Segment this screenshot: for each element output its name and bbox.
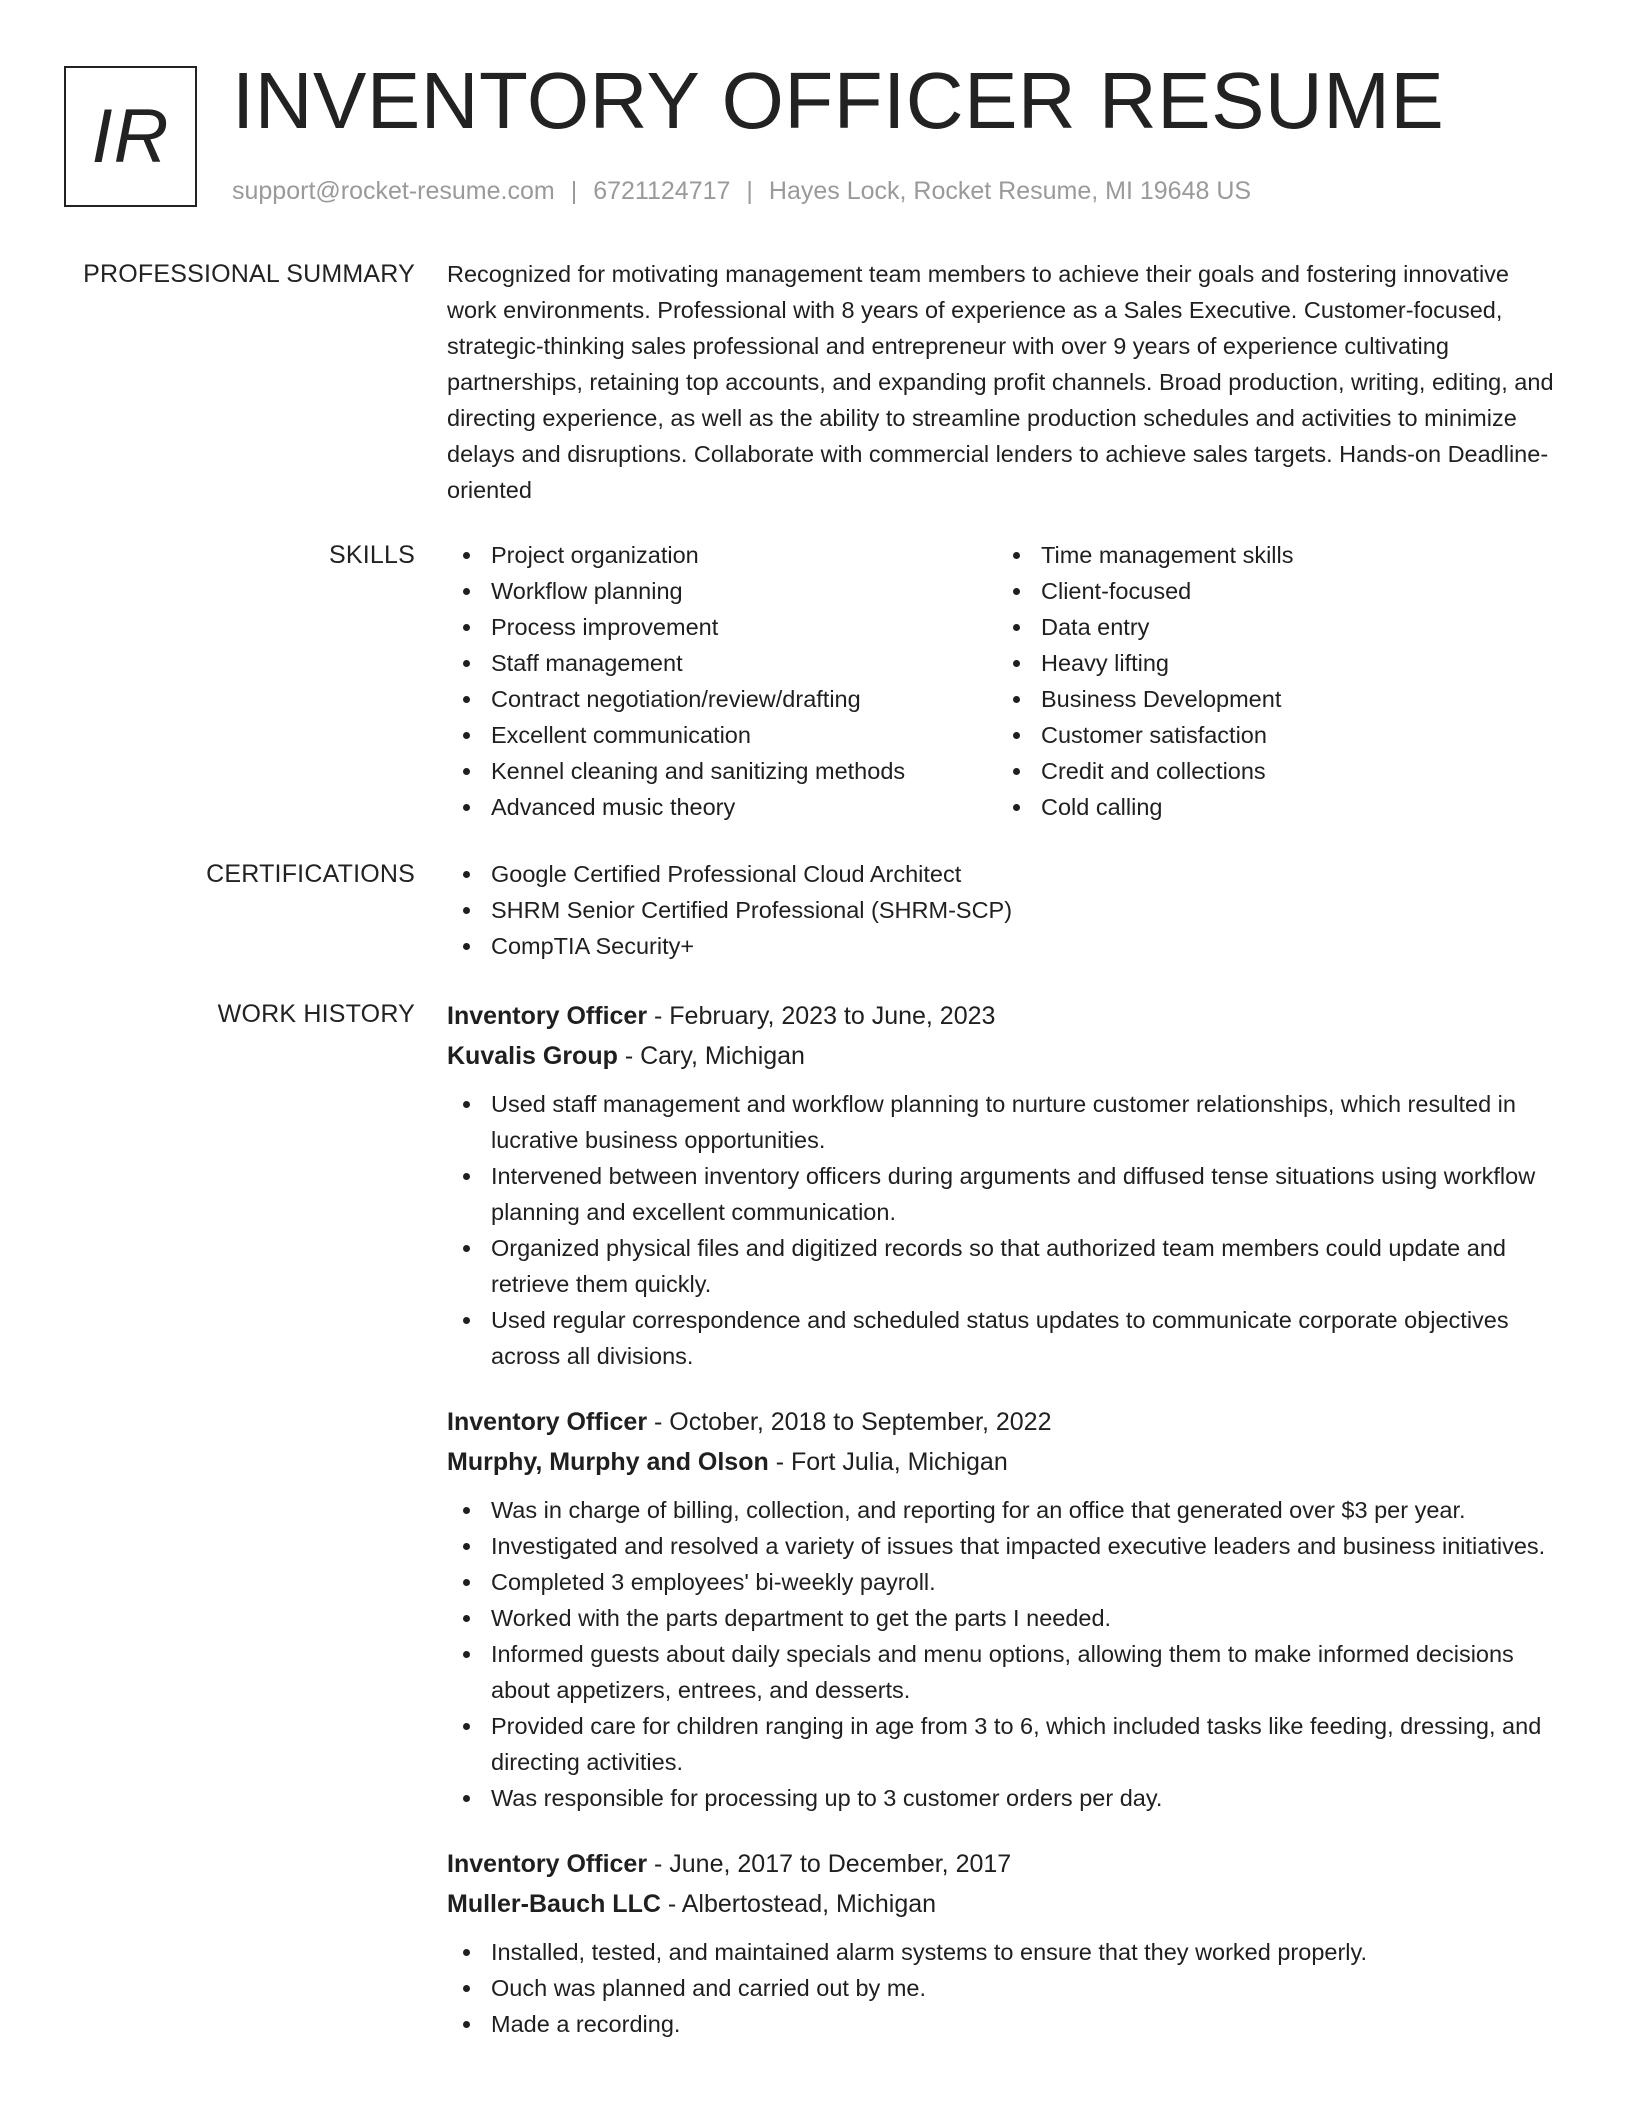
- skill-item: Staff management: [447, 645, 997, 681]
- skill-item: Cold calling: [997, 789, 1547, 825]
- monogram-logo: IR: [64, 66, 197, 207]
- job-entry: [447, 996, 1562, 1374]
- skill-item: Heavy lifting: [997, 645, 1547, 681]
- job-title-line: [447, 1844, 1562, 1884]
- skill-item: Workflow planning: [447, 573, 997, 609]
- contact-line: [232, 174, 1251, 208]
- job-company: Murphy, Murphy and Olson: [447, 1448, 769, 1476]
- skill-item: Customer satisfaction: [997, 717, 1547, 753]
- job-location: - Albertostead, Michigan: [660, 1890, 937, 1918]
- skill-item: Kennel cleaning and sanitizing methods: [447, 753, 997, 789]
- contact-email: support@rocket-resume.com: [232, 177, 555, 205]
- job-entry: [447, 1402, 1562, 1816]
- skill-item: Credit and collections: [997, 753, 1547, 789]
- certification-item: CompTIA Security+: [447, 928, 1562, 964]
- skill-item: Business Development: [997, 681, 1547, 717]
- skill-item: Time management skills: [997, 537, 1547, 573]
- job-bullet: Used regular correspondence and scheduled status updates to communicate corporate objectives across all divisions.: [447, 1302, 1562, 1374]
- job-bullet: Installed, tested, and maintained alarm systems to ensure that they worked properly.: [447, 1934, 1562, 1970]
- job-title: Inventory Officer: [447, 1850, 648, 1878]
- job-bullet: Intervened between inventory officers during arguments and diffused tense situations using workflow planning and excellent communication.: [447, 1158, 1562, 1230]
- work-history-body: [447, 996, 1562, 2042]
- job-company: Kuvalis Group: [447, 1042, 618, 1070]
- job-company-line: [447, 1884, 1562, 1924]
- job-location: - Fort Julia, Michigan: [768, 1448, 1008, 1476]
- skills-list-left: [447, 537, 997, 825]
- skill-item: Advanced music theory: [447, 789, 997, 825]
- job-bullet: Ouch was planned and carried out by me.: [447, 1970, 1562, 2006]
- contact-phone: 6721124717: [593, 177, 731, 205]
- job-bullets: [447, 1934, 1562, 2042]
- skill-item: Contract negotiation/review/drafting: [447, 681, 997, 717]
- job-bullet: Was responsible for processing up to 3 customer orders per day.: [447, 1780, 1562, 1816]
- job-title-line: [447, 996, 1562, 1036]
- job-dates: - June, 2017 to December, 2017: [647, 1850, 1012, 1878]
- resume-header: [0, 0, 1632, 230]
- job-bullet: Informed guests about daily specials and menu options, allowing them to make informed decisions about appetizers, entrees, and desserts.: [447, 1636, 1562, 1708]
- contact-separator: |: [746, 177, 753, 205]
- job-entry: [447, 1844, 1562, 2042]
- job-title: Inventory Officer: [447, 1002, 648, 1030]
- skills-columns: [447, 537, 1562, 825]
- job-location: - Cary, Michigan: [617, 1042, 805, 1070]
- job-dates: - February, 2023 to June, 2023: [647, 1002, 996, 1030]
- certification-item: SHRM Senior Certified Professional (SHRM-SCP): [447, 892, 1562, 928]
- certifications-list: [447, 856, 1562, 964]
- job-bullet: Made a recording.: [447, 2006, 1562, 2042]
- contact-address: Hayes Lock, Rocket Resume, MI 19648 US: [768, 177, 1252, 205]
- section-label-skills: SKILLS: [329, 541, 415, 569]
- job-bullet: Completed 3 employees' bi-weekly payroll.: [447, 1564, 1562, 1600]
- resume-title: INVENTORY OFFICER RESUME: [232, 56, 1445, 145]
- skills-list-right: [997, 537, 1547, 825]
- job-title-line: [447, 1402, 1562, 1442]
- job-dates: - October, 2018 to September, 2022: [647, 1408, 1052, 1436]
- job-company-line: [447, 1036, 1562, 1076]
- job-title: Inventory Officer: [447, 1408, 648, 1436]
- job-bullets: [447, 1492, 1562, 1816]
- skill-item: Data entry: [997, 609, 1547, 645]
- skill-item: Client-focused: [997, 573, 1547, 609]
- job-bullet: Investigated and resolved a variety of issues that impacted executive leaders and business initiatives.: [447, 1528, 1562, 1564]
- skill-item: Excellent communication: [447, 717, 997, 753]
- job-bullet: Organized physical files and digitized records so that authorized team members could update and retrieve them quickly.: [447, 1230, 1562, 1302]
- job-bullets: [447, 1086, 1562, 1374]
- section-label-certifications: CERTIFICATIONS: [206, 860, 415, 888]
- section-label-summary: PROFESSIONAL SUMMARY: [83, 260, 415, 288]
- certification-item: Google Certified Professional Cloud Architect: [447, 856, 1562, 892]
- job-bullet: Was in charge of billing, collection, and reporting for an office that generated over $3 per year.: [447, 1492, 1562, 1528]
- job-company-line: [447, 1442, 1562, 1482]
- job-bullet: Worked with the parts department to get the parts I needed.: [447, 1600, 1562, 1636]
- skill-item: Project organization: [447, 537, 997, 573]
- job-bullet: Provided care for children ranging in age from 3 to 6, which included tasks like feeding, dressing, and directing activities.: [447, 1708, 1562, 1780]
- contact-separator: |: [570, 177, 578, 205]
- skill-item: Process improvement: [447, 609, 997, 645]
- summary-text: Recognized for motivating management team members to achieve their goals and fostering innovative work environments. Professional with 8 years of experience as a Sales Executive. Customer-focused, strategic-thinking sales professional and entrepreneur with over 9 years of experience cultivating partnerships, retaining top accounts, and expanding profit channels. Broad production, writing, editing, and directing experience, as well as the ability to streamline production schedules and activities to minimize delays and disruptions. Collaborate with commercial lenders to achieve sales targets. Hands-on Deadline-oriented: [447, 261, 1554, 503]
- job-bullet: Used staff management and workflow planning to nurture customer relationships, which resulted in lucrative business opportunities.: [447, 1086, 1562, 1158]
- section-label-work-history: WORK HISTORY: [217, 1000, 415, 1028]
- certifications-body: [447, 856, 1562, 964]
- job-company: Muller-Bauch LLC: [447, 1890, 661, 1918]
